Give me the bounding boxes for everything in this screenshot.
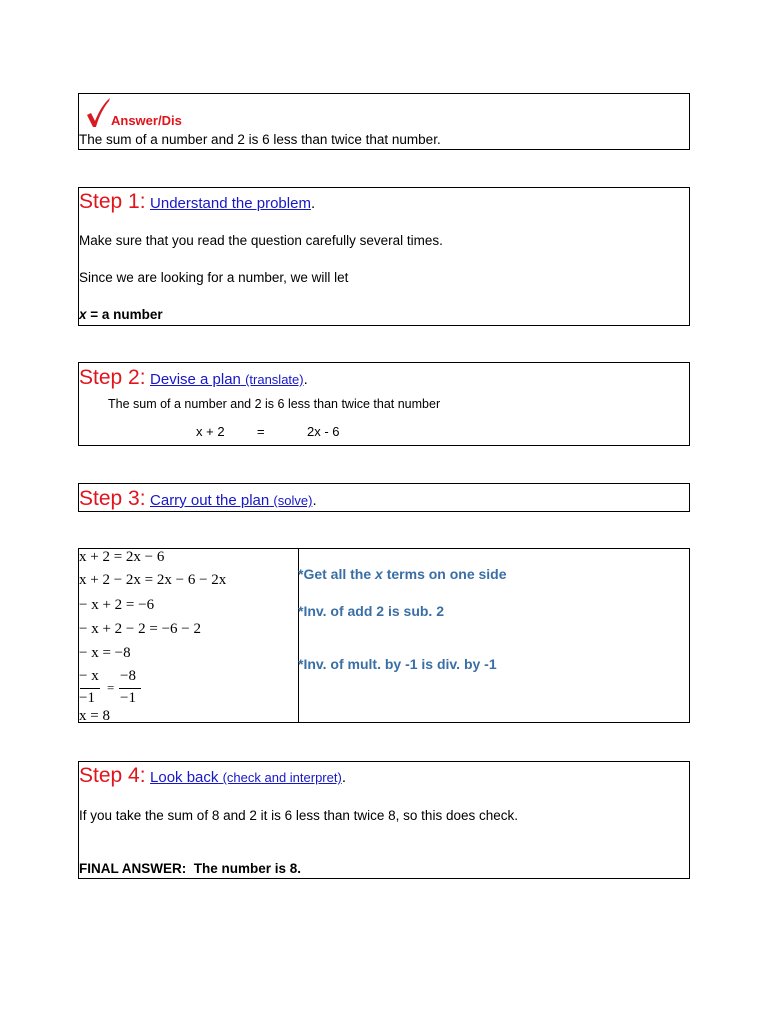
- step4-link-paren: (check and interpret): [222, 770, 342, 785]
- step1-line1: Make sure that you read the question carefully several times.: [79, 233, 443, 248]
- step2-link-paren: (translate): [245, 372, 304, 387]
- solution-final: x = 8: [79, 708, 110, 724]
- step3-link-text: Carry out the plan: [150, 492, 270, 509]
- frac-num-right: −8: [120, 668, 136, 684]
- problem-statement: The sum of a number and 2 is 6 less than twice that number.: [79, 132, 441, 147]
- answer-label: Answer/Dis: [111, 113, 182, 128]
- step2-eq-right: 2x - 6: [307, 424, 340, 439]
- solution-line-1: x + 2 = 2x − 6: [79, 549, 165, 565]
- step2-eq-left: x + 2: [196, 424, 225, 439]
- final-answer: [79, 861, 301, 876]
- checkmark-icon: [85, 97, 111, 129]
- step2-link-text: Devise a plan: [150, 371, 241, 388]
- step4-punct: .: [341, 769, 346, 786]
- frac-den-left: −1: [79, 690, 95, 706]
- step4-title: Step 4:: [79, 764, 146, 787]
- step4-check-text: If you take the sum of 8 and 2 it is 6 less than twice 8, so this does check.: [79, 808, 518, 823]
- step2-link[interactable]: [150, 371, 304, 388]
- solution-line-4: − x + 2 − 2 = −6 − 2: [79, 621, 202, 637]
- step1-punct: .: [310, 195, 316, 212]
- step1-var-def: = a number: [86, 307, 163, 322]
- step3-title: Step 3:: [79, 487, 146, 510]
- frac-bar-right: [119, 688, 141, 689]
- step4-link-text: Look back: [150, 769, 219, 786]
- step2-header: [79, 366, 308, 390]
- frac-num-left: − x: [79, 668, 99, 684]
- step2-title: Step 2:: [79, 366, 146, 389]
- final-answer-value: The number is 8.: [193, 861, 302, 876]
- step3-link[interactable]: [150, 492, 312, 509]
- step1-var: x: [79, 307, 87, 322]
- step2-eq-sign: =: [257, 424, 265, 439]
- step1-link[interactable]: Understand the problem: [150, 195, 311, 212]
- note-1-pre: *Get all the: [298, 566, 376, 582]
- step4-link[interactable]: [150, 769, 342, 786]
- step3-link-paren: (solve): [273, 493, 313, 508]
- solution-line-2: x + 2 − 2x = 2x − 6 − 2x: [79, 572, 227, 588]
- note-1: [298, 566, 507, 582]
- step1-line2: Since we are looking for a number, we will let: [79, 270, 349, 285]
- step1-header: [79, 190, 315, 214]
- solution-line-3: − x + 2 = −6: [79, 597, 155, 613]
- step1-let: [79, 307, 163, 322]
- step3-punct: .: [312, 492, 317, 509]
- note-3: *Inv. of mult. by -1 is div. by -1: [298, 656, 497, 672]
- final-answer-label: FINAL ANSWER:: [79, 861, 187, 876]
- frac-bar-left: [80, 688, 100, 689]
- step2-punct: .: [303, 371, 308, 388]
- step3-header: [79, 487, 317, 511]
- step2-sentence: The sum of a number and 2 is 6 less than twice that number: [108, 397, 441, 411]
- frac-eq: =: [107, 680, 115, 695]
- frac-den-right: −1: [120, 690, 136, 706]
- note-1-var: x: [375, 566, 383, 582]
- solution-line-5: − x = −8: [79, 645, 131, 661]
- step1-title: Step 1:: [79, 190, 146, 213]
- note-1-post: terms on one side: [382, 566, 507, 582]
- note-2: *Inv. of add 2 is sub. 2: [298, 603, 444, 619]
- step4-header: [79, 764, 346, 788]
